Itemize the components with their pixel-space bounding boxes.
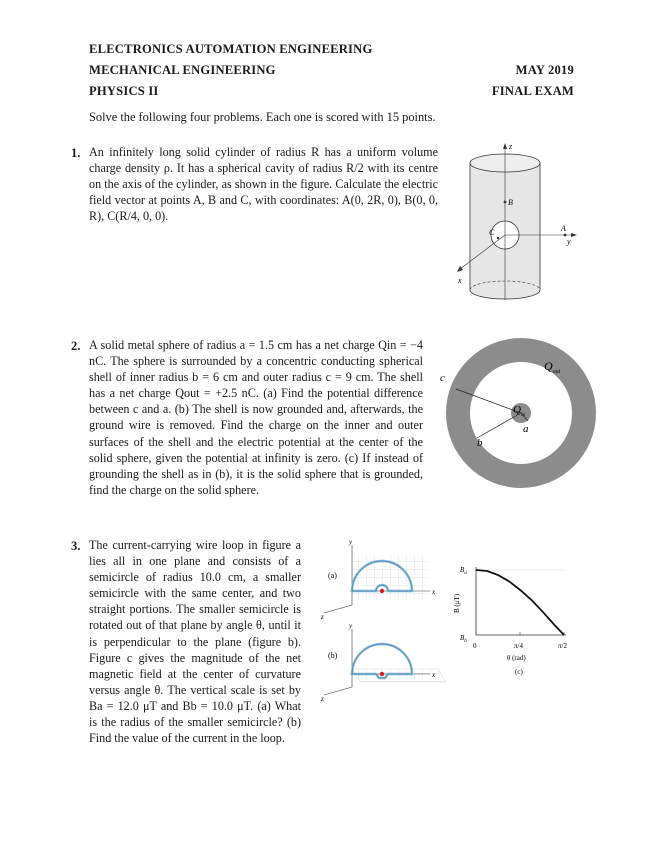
problem-2-text: A solid metal sphere of radius a = 1.5 cm has a net charge Qin = −4 nC. The sphere is surrounded by a concentric conducting spherical shell of inner radius b = 6 cm and outer radius c = 9 cm. The shell has a net charge Qout = +2.5 nC. (a) Find the potential difference between c and a. (b) The shell is now grounded and, afterwards, the ground wire is removed. Find the charge on the inner and outer surfaces of the shell and the electric potential at the center of the solid sphere, given the potential at infinity is zero. (c) If instead of grounding the shell as in (b), it is the solid sphere that is grounded, find the charge on the solid sphere. bbox=[89, 338, 423, 497]
problem-3-text: The current-carrying wire loop in figure a lies all in one plane and consists of a semicircle of radius 10.0 cm, a smaller semicircle with the same center, and two straight portions. The smaller semicircle is rotated out of that plane by angle θ, until it is perpendicular to the plane (figure b). Figure c gives the magnitude of the net magnetic field at the center of curvature versus angle θ. The vertical scale is set by Ba = 12.0 μT and Bb = 10.0 μT. (a) What is the radius of the smaller semicircle? (b) Find the value of the current in the loop. bbox=[89, 538, 301, 746]
graph-ba-subscript: a bbox=[464, 571, 467, 576]
point-b-marker bbox=[504, 201, 507, 204]
y-axis-label: y bbox=[567, 237, 571, 246]
header-line-1: ELECTRONICS AUTOMATION ENGINEERING bbox=[89, 42, 373, 56]
figure-b-x-label: x bbox=[432, 671, 436, 679]
figure-b-label: (b) bbox=[328, 651, 338, 660]
spherical-shell-figure bbox=[428, 335, 598, 497]
z-axis-arrow-icon bbox=[503, 143, 507, 149]
graph-tick1-label: π/4 bbox=[514, 642, 523, 650]
figure-a bbox=[320, 538, 436, 621]
graph-bb-label bbox=[460, 634, 467, 644]
x-axis-arrow-icon bbox=[457, 266, 463, 272]
wire-loop-figures bbox=[318, 537, 598, 707]
point-c-label: C bbox=[489, 228, 495, 237]
exam-date: MAY 2019 bbox=[515, 63, 574, 77]
figure-b-y-label: y bbox=[349, 622, 353, 630]
z-axis-label: z bbox=[509, 142, 513, 151]
figure-b-z-label: z bbox=[321, 695, 324, 703]
point-c-marker bbox=[497, 237, 499, 239]
radius-b-label: b bbox=[477, 437, 483, 449]
figure-a-label: (a) bbox=[328, 571, 337, 580]
instructions: Solve the following four problems. Each one is scored with 15 points. bbox=[89, 110, 436, 124]
header-line-3: PHYSICS II bbox=[89, 84, 159, 98]
q-in-subscript: in bbox=[520, 412, 526, 418]
figure-a-z-label: z bbox=[321, 613, 324, 621]
q-in-symbol: Q bbox=[513, 404, 521, 416]
figure-c-graph bbox=[453, 566, 567, 676]
radius-c-label: c bbox=[440, 372, 445, 384]
point-b-label: B bbox=[508, 198, 513, 207]
graph-bb-symbol: B bbox=[460, 634, 465, 642]
graph-x-label: θ (rad) bbox=[507, 654, 526, 662]
figure-b bbox=[320, 622, 446, 703]
problem-3-number: 3. bbox=[71, 539, 81, 553]
cylinder-figure bbox=[448, 138, 588, 310]
graph-ba-symbol: B bbox=[460, 566, 465, 574]
graph-tick0-label: 0 bbox=[473, 642, 477, 650]
x-axis-label: x bbox=[458, 276, 462, 285]
figure-b-center-dot bbox=[380, 672, 384, 676]
radius-a-label: a bbox=[523, 423, 529, 435]
graph-bb-subscript: b bbox=[464, 639, 467, 644]
problem-1-number: 1. bbox=[71, 146, 81, 160]
point-a-marker bbox=[564, 234, 567, 237]
problem-1-text: An infinitely long solid cylinder of radius R has a uniform volume charge density ρ. It has a spherical cavity of radius R/2 with its centre on the axis of the cylinder, as shown in the figure. Calculate the electric field vector at points A, B and C, with coordinates: A(0, 2R, 0), B(0, 0, R), C(R/4, 0, 0). bbox=[89, 145, 438, 224]
graph-y-label: B (μT) bbox=[453, 593, 461, 613]
point-a-label: A bbox=[561, 224, 566, 233]
q-out-subscript: out bbox=[552, 369, 561, 375]
exam-title: FINAL EXAM bbox=[491, 84, 574, 98]
figure-a-z-axis bbox=[324, 605, 352, 613]
figure-c-label: (c) bbox=[515, 668, 523, 676]
figure-a-x-label: x bbox=[432, 588, 436, 596]
figure-a-center-dot bbox=[380, 589, 384, 593]
header-line-2: MECHANICAL ENGINEERING bbox=[89, 63, 276, 77]
graph-series-line bbox=[476, 570, 564, 635]
graph-tick2-label: π/2 bbox=[558, 642, 567, 650]
figure-b-z-axis bbox=[324, 687, 352, 695]
problem-2-number: 2. bbox=[71, 339, 81, 353]
q-out-symbol: Q bbox=[544, 359, 553, 373]
figure-a-y-label: y bbox=[349, 538, 353, 546]
graph-ba-label bbox=[460, 566, 467, 576]
y-axis-arrow-icon bbox=[571, 233, 577, 237]
